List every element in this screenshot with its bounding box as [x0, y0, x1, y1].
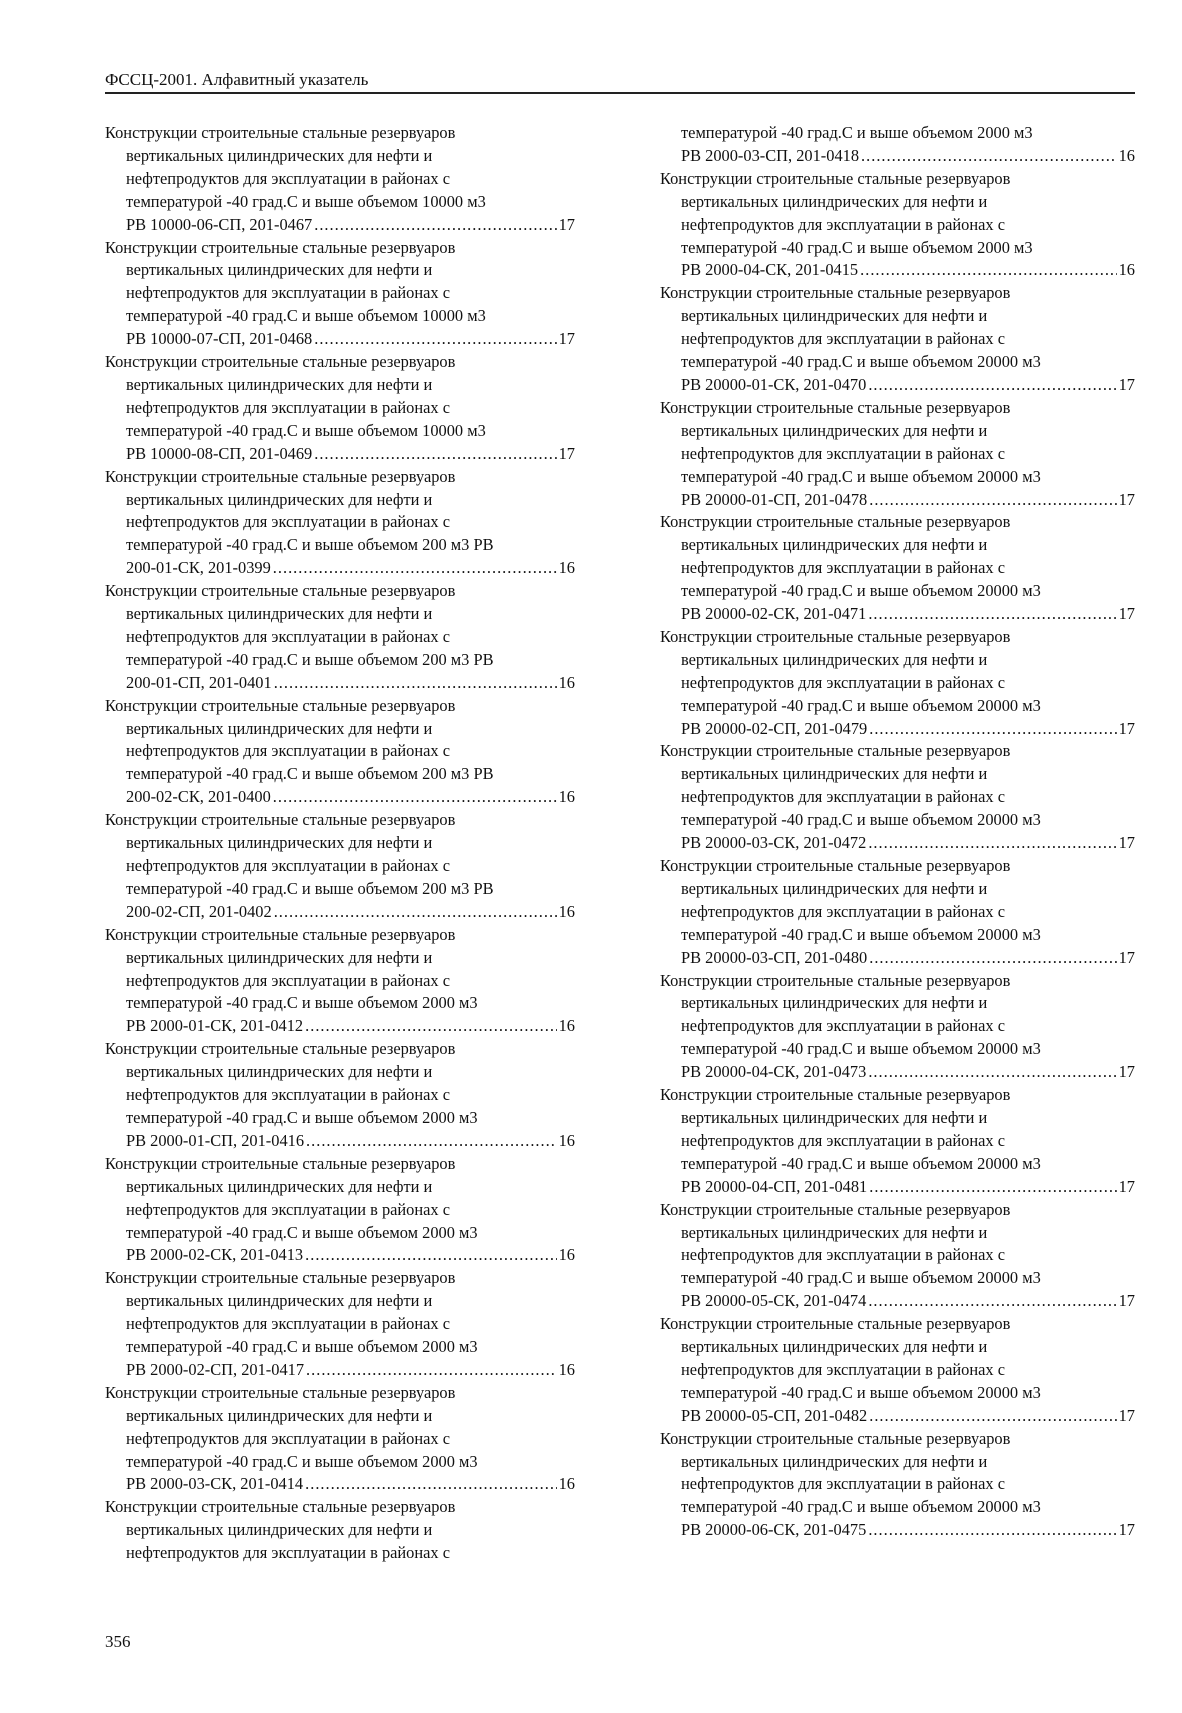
index-entry [660, 740, 1135, 855]
entry-heading: Конструкции строительные стальные резервуаров [660, 1428, 1011, 1448]
entry-code: РВ 10000-07-СП, 201-0468 [126, 329, 313, 349]
entry-reference [660, 832, 1135, 855]
entry-page-number: 17 [1118, 718, 1135, 738]
entry-reference [660, 145, 1135, 168]
dot-leader [869, 1176, 1116, 1199]
entry-text-line: вертикальных цилиндрических для нефти и [681, 1451, 988, 1471]
index-entry [105, 122, 575, 237]
entry-heading: Конструкции строительные стальные резервуаров [660, 856, 1011, 875]
entry-code: РВ 20000-03-СК, 201-0472 [681, 833, 867, 853]
page-header [105, 70, 1135, 94]
entry-page-number: 17 [1118, 1062, 1135, 1082]
entry-heading: Конструкции строительные стальные резервуаров [105, 1268, 456, 1288]
dot-leader [868, 1519, 1116, 1542]
entry-text-line: вертикальных цилиндрических для нефти и [681, 306, 988, 326]
dot-leader [869, 1405, 1116, 1428]
entry-text-line: температурой -40 град.С и выше объемом 10000 м3 [126, 191, 486, 211]
dot-leader [869, 947, 1116, 970]
index-entry [105, 924, 575, 1039]
entry-text-line: нефтепродуктов для эксплуатации в районах с [126, 970, 450, 990]
index-entry [660, 282, 1135, 397]
index-entry [105, 1153, 575, 1268]
entry-text-line: температурой -40 град.С и выше объемом 20000 м3 [681, 581, 1041, 601]
entry-heading: Конструкции строительные стальные резервуаров [105, 695, 456, 715]
entry-reference [105, 1359, 575, 1382]
entry-text-line: температурой -40 град.С и выше объемом 20000 м3 [681, 924, 1041, 944]
entry-page-number: 16 [558, 901, 575, 921]
index-entry [105, 1496, 575, 1565]
index-entry [105, 237, 575, 352]
entry-text-line: температурой -40 град.С и выше объемом 20000 м3 [681, 1268, 1041, 1288]
entry-text-line: нефтепродуктов для эксплуатации в районах с [126, 1314, 450, 1334]
entry-code: РВ 20000-01-СК, 201-0470 [681, 374, 867, 394]
entry-text-line: вертикальных цилиндрических для нефти и [126, 374, 433, 394]
entry-code: 200-02-СК, 201-0400 [126, 787, 271, 807]
index-entry [105, 580, 575, 695]
entry-page-number: 16 [558, 1474, 575, 1494]
entry-text-line: вертикальных цилиндрических для нефти и [681, 649, 988, 669]
entry-code: РВ 2000-04-СК, 201-0415 [681, 260, 859, 280]
entry-reference [105, 901, 575, 924]
dot-leader [868, 1290, 1116, 1313]
index-entry [660, 1084, 1135, 1199]
dot-leader [306, 1359, 557, 1382]
entry-reference [105, 328, 575, 351]
entry-code: РВ 10000-06-СП, 201-0467 [126, 214, 313, 234]
entry-page-number: 16 [558, 1130, 575, 1150]
entry-reference [105, 786, 575, 809]
entry-text-line: вертикальных цилиндрических для нефти и [681, 1337, 988, 1357]
entry-page-number: 16 [558, 1245, 575, 1265]
entry-text-line: температурой -40 град.С и выше объемом 10000 м3 [126, 306, 486, 326]
entry-heading: Конструкции строительные стальные резервуаров [105, 123, 456, 142]
entry-page-number: 16 [558, 1016, 575, 1036]
entry-text-line: вертикальных цилиндрических для нефти и [126, 718, 433, 738]
entry-text-line: нефтепродуктов для эксплуатации в районах с [681, 1016, 1005, 1036]
entry-page-number: 16 [558, 672, 575, 692]
dot-leader [274, 672, 557, 695]
entry-reference [660, 1061, 1135, 1084]
entry-text-line: температурой -40 град.С и выше объемом 2000 м3 [681, 237, 1033, 257]
entry-text-line: нефтепродуктов для эксплуатации в районах с [681, 1130, 1005, 1150]
entry-page-number: 16 [558, 787, 575, 807]
entry-text-line: нефтепродуктов для эксплуатации в районах с [681, 1245, 1005, 1265]
entry-page-number: 16 [558, 1359, 575, 1379]
entry-text-line: вертикальных цилиндрических для нефти и [681, 535, 988, 555]
entry-text-line: нефтепродуктов для эксплуатации в районах с [126, 512, 450, 532]
entry-text-line: вертикальных цилиндрических для нефти и [126, 260, 433, 280]
entry-text-line: температурой -40 град.С и выше объемом 200 м3 РВ [126, 764, 494, 784]
dot-leader [305, 1473, 556, 1496]
entry-text-line: вертикальных цилиндрических для нефти и [681, 878, 988, 898]
dot-leader [305, 1244, 556, 1267]
entry-page-number: 17 [1118, 833, 1135, 853]
entry-reference [105, 1244, 575, 1267]
entry-text-line: нефтепродуктов для эксплуатации в районах с [681, 329, 1005, 349]
entry-code: РВ 20000-04-СК, 201-0473 [681, 1062, 867, 1082]
entry-heading: Конструкции строительные стальные резервуаров [660, 397, 1011, 417]
index-column-right [660, 122, 1135, 1542]
entry-text-line: температурой -40 град.С и выше объемом 2000 м3 [126, 1451, 478, 1471]
entry-reference [660, 1519, 1135, 1542]
entry-text-line: температурой -40 град.С и выше объемом 20000 м3 [681, 1039, 1041, 1059]
dot-leader [861, 145, 1117, 168]
entry-text-line: нефтепродуктов для эксплуатации в районах с [126, 397, 450, 417]
entry-code: 200-02-СП, 201-0402 [126, 901, 272, 921]
entry-code: РВ 2000-02-СП, 201-0417 [126, 1359, 305, 1379]
entry-heading: Конструкции строительные стальные резервуаров [660, 1199, 1011, 1219]
entry-page-number: 17 [558, 329, 575, 349]
entry-text-line: температурой -40 град.С и выше объемом 20000 м3 [681, 810, 1041, 830]
entry-text-line: нефтепродуктов для эксплуатации в районах с [126, 741, 450, 761]
entry-text-line: температурой -40 град.С и выше объемом 2000 м3 [126, 1222, 478, 1242]
entry-code: РВ 20000-06-СК, 201-0475 [681, 1520, 867, 1540]
entry-text-line: температурой -40 град.С и выше объемом 2000 м3 [126, 1107, 478, 1127]
entry-text-line: нефтепродуктов для эксплуатации в районах с [126, 1428, 450, 1448]
entry-heading: Конструкции строительные стальные резервуаров [105, 581, 456, 601]
entry-page-number: 16 [1118, 145, 1135, 165]
dot-leader [869, 718, 1116, 741]
entry-text-line: нефтепродуктов для эксплуатации в районах с [681, 672, 1005, 692]
entry-text-line: вертикальных цилиндрических для нефти и [126, 604, 433, 624]
dot-leader [868, 832, 1116, 855]
entry-text-line: температурой -40 град.С и выше объемом 10000 м3 [126, 420, 486, 440]
entry-reference [660, 947, 1135, 970]
entry-heading: Конструкции строительные стальные резервуаров [105, 237, 456, 257]
entry-text-line: температурой -40 град.С и выше объемом 200 м3 РВ [126, 649, 494, 669]
entry-heading: Конструкции строительные стальные резервуаров [105, 924, 456, 944]
dot-leader [273, 557, 557, 580]
entry-code: РВ 2000-01-СК, 201-0412 [126, 1016, 304, 1036]
entry-page-number: 17 [1118, 947, 1135, 967]
entry-text-line: вертикальных цилиндрических для нефти и [681, 993, 988, 1013]
index-entry [105, 1267, 575, 1382]
entry-text-line: вертикальных цилиндрических для нефти и [681, 420, 988, 440]
index-entry [105, 1038, 575, 1153]
entry-text-line: температурой -40 град.С и выше объемом 20000 м3 [681, 1497, 1041, 1517]
entry-text-line: вертикальных цилиндрических для нефти и [126, 947, 433, 967]
entry-code: РВ 20000-02-СП, 201-0479 [681, 718, 868, 738]
entry-text-line: нефтепродуктов для эксплуатации в районах с [681, 787, 1005, 807]
entry-reference [660, 1290, 1135, 1313]
index-entry [105, 351, 575, 466]
entry-text-line: нефтепродуктов для эксплуатации в районах с [681, 214, 1005, 234]
entry-page-number: 17 [1118, 1291, 1135, 1311]
entry-code: РВ 20000-05-СК, 201-0474 [681, 1291, 867, 1311]
entry-code: РВ 2000-03-СК, 201-0414 [126, 1474, 304, 1494]
entry-reference [660, 603, 1135, 626]
entry-text-line: вертикальных цилиндрических для нефти и [126, 833, 433, 853]
entry-reference [660, 1405, 1135, 1428]
index-entry [105, 809, 575, 924]
entry-reference [660, 259, 1135, 282]
index-entry [660, 1199, 1135, 1314]
index-entry [660, 1313, 1135, 1428]
dot-leader [868, 603, 1116, 626]
entry-text-line: нефтепродуктов для эксплуатации в районах с [681, 901, 1005, 921]
dot-leader [274, 901, 557, 924]
index-entry [660, 970, 1135, 1085]
entry-reference [660, 489, 1135, 512]
entry-text-line: нефтепродуктов для эксплуатации в районах с [681, 1474, 1005, 1494]
entry-code: РВ 2000-03-СП, 201-0418 [681, 145, 860, 165]
entry-text-line: температурой -40 град.С и выше объемом 20000 м3 [681, 466, 1041, 486]
entry-code: 200-01-СП, 201-0401 [126, 672, 272, 692]
entry-page-number: 16 [558, 558, 575, 578]
index-entry [660, 397, 1135, 512]
entry-text-line: нефтепродуктов для эксплуатации в районах с [126, 1199, 450, 1219]
entry-heading: Конструкции строительные стальные резервуаров [660, 283, 1011, 303]
entry-code: РВ 20000-01-СП, 201-0478 [681, 489, 868, 509]
index-entry [660, 1428, 1135, 1543]
entry-text-line: температурой -40 град.С и выше объемом 20000 м3 [681, 352, 1041, 372]
entry-text-line: температурой -40 град.С и выше объемом 200 м3 РВ [126, 535, 494, 555]
entry-code: РВ 10000-08-СП, 201-0469 [126, 443, 313, 463]
entry-heading: Конструкции строительные стальные резервуаров [660, 168, 1011, 188]
entry-reference [660, 718, 1135, 741]
entry-heading: Конструкции строительные стальные резервуаров [105, 1153, 456, 1173]
entry-text-line: температурой -40 град.С и выше объемом 2000 м3 [126, 993, 478, 1013]
dot-leader [869, 489, 1116, 512]
index-entry [660, 511, 1135, 626]
entry-text-line: вертикальных цилиндрических для нефти и [681, 1222, 988, 1242]
entry-text-line: нефтепродуктов для эксплуатации в районах с [126, 1085, 450, 1105]
entry-heading: Конструкции строительные стальные резервуаров [660, 1314, 1011, 1334]
entry-text-line: нефтепродуктов для эксплуатации в районах с [126, 168, 450, 188]
entry-heading: Конструкции строительные стальные резервуаров [660, 1085, 1011, 1105]
entry-text-line: температурой -40 град.С и выше объемом 200 м3 РВ [126, 878, 494, 898]
entry-page-number: 17 [1118, 1176, 1135, 1196]
entry-text-line: нефтепродуктов для эксплуатации в районах с [126, 283, 450, 303]
entry-text-line: температурой -40 град.С и выше объемом 20000 м3 [681, 695, 1041, 715]
dot-leader [306, 1130, 557, 1153]
entry-heading: Конструкции строительные стальные резервуаров [105, 1497, 456, 1517]
entry-reference [660, 374, 1135, 397]
entry-heading: Конструкции строительные стальные резервуаров [105, 1039, 456, 1059]
index-entry [105, 695, 575, 810]
entry-code: РВ 20000-02-СК, 201-0471 [681, 604, 867, 624]
entry-text-line: нефтепродуктов для эксплуатации в районах с [126, 1543, 450, 1563]
index-entry [105, 1382, 575, 1497]
dot-leader [868, 1061, 1116, 1084]
entry-text-line: вертикальных цилиндрических для нефти и [126, 1176, 433, 1196]
entry-reference [105, 672, 575, 695]
index-entry [105, 466, 575, 581]
entry-page-number: 16 [1118, 260, 1135, 280]
entry-text-line: температурой -40 град.С и выше объемом 2000 м3 [126, 1337, 478, 1357]
header-rule [105, 92, 1135, 94]
entry-reference [105, 1015, 575, 1038]
dot-leader [314, 214, 556, 237]
entry-text-line: температурой -40 град.С и выше объемом 20000 м3 [681, 1382, 1041, 1402]
entry-text-line: нефтепродуктов для эксплуатации в районах с [126, 626, 450, 646]
entry-heading: Конструкции строительные стальные резервуаров [105, 466, 456, 486]
entry-text-line: вертикальных цилиндрических для нефти и [126, 1405, 433, 1425]
dot-leader [314, 443, 556, 466]
dot-leader [868, 374, 1116, 397]
entry-text-line: нефтепродуктов для эксплуатации в районах с [681, 558, 1005, 578]
entry-code: РВ 2000-01-СП, 201-0416 [126, 1130, 305, 1150]
entry-reference [105, 214, 575, 237]
header-title: ФССЦ-2001. Алфавитный указатель [105, 70, 369, 89]
entry-page-number: 17 [1118, 604, 1135, 624]
page-number: 356 [105, 1632, 131, 1651]
entry-page-number: 17 [1118, 1520, 1135, 1540]
index-entry [660, 122, 1135, 168]
entry-text-line: нефтепродуктов для эксплуатации в районах с [126, 856, 450, 875]
entry-reference [660, 1176, 1135, 1199]
entry-page-number: 17 [1118, 1405, 1135, 1425]
index-entry [660, 168, 1135, 283]
entry-reference [105, 1473, 575, 1496]
entry-heading: Конструкции строительные стальные резервуаров [105, 352, 456, 372]
entry-heading: Конструкции строительные стальные резервуаров [105, 1382, 456, 1402]
dot-leader [860, 259, 1116, 282]
entry-code: РВ 20000-05-СП, 201-0482 [681, 1405, 868, 1425]
entry-text-line: вертикальных цилиндрических для нефти и [681, 764, 988, 784]
entry-text-line: вертикальных цилиндрических для нефти и [681, 1107, 988, 1127]
entry-page-number: 17 [558, 214, 575, 234]
entry-reference [105, 1130, 575, 1153]
entry-page-number: 17 [1118, 374, 1135, 394]
entry-code: 200-01-СК, 201-0399 [126, 558, 271, 578]
index-column-left [105, 122, 575, 1565]
entry-text-line: вертикальных цилиндрических для нефти и [126, 1291, 433, 1311]
entry-code: РВ 20000-04-СП, 201-0481 [681, 1176, 868, 1196]
entry-heading: Конструкции строительные стальные резервуаров [660, 512, 1011, 532]
entry-heading: Конструкции строительные стальные резервуаров [660, 741, 1011, 761]
entry-page-number: 17 [558, 443, 575, 463]
entry-reference [105, 557, 575, 580]
entry-text-line: нефтепродуктов для эксплуатации в районах с [681, 443, 1005, 463]
dot-leader [314, 328, 556, 351]
dot-leader [305, 1015, 556, 1038]
entry-text-line: вертикальных цилиндрических для нефти и [126, 1062, 433, 1082]
entry-text-line: вертикальных цилиндрических для нефти и [681, 191, 988, 211]
entry-reference [105, 443, 575, 466]
entry-text-line: вертикальных цилиндрических для нефти и [126, 1520, 433, 1540]
entry-heading: Конструкции строительные стальные резервуаров [660, 970, 1011, 990]
entry-code: РВ 2000-02-СК, 201-0413 [126, 1245, 304, 1265]
index-entry [660, 626, 1135, 741]
entry-heading: Конструкции строительные стальные резервуаров [105, 810, 456, 830]
entry-heading: Конструкции строительные стальные резервуаров [660, 626, 1011, 646]
entry-text-line: вертикальных цилиндрических для нефти и [126, 145, 433, 165]
entry-code: РВ 20000-03-СП, 201-0480 [681, 947, 868, 967]
entry-text-line: вертикальных цилиндрических для нефти и [126, 489, 433, 509]
entry-text-line: нефтепродуктов для эксплуатации в районах с [681, 1359, 1005, 1379]
entry-page-number: 17 [1118, 489, 1135, 509]
dot-leader [273, 786, 557, 809]
entry-text-line: температурой -40 град.С и выше объемом 20000 м3 [681, 1153, 1041, 1173]
entry-text-line: температурой -40 град.С и выше объемом 2000 м3 [681, 123, 1033, 142]
index-entry [660, 855, 1135, 970]
